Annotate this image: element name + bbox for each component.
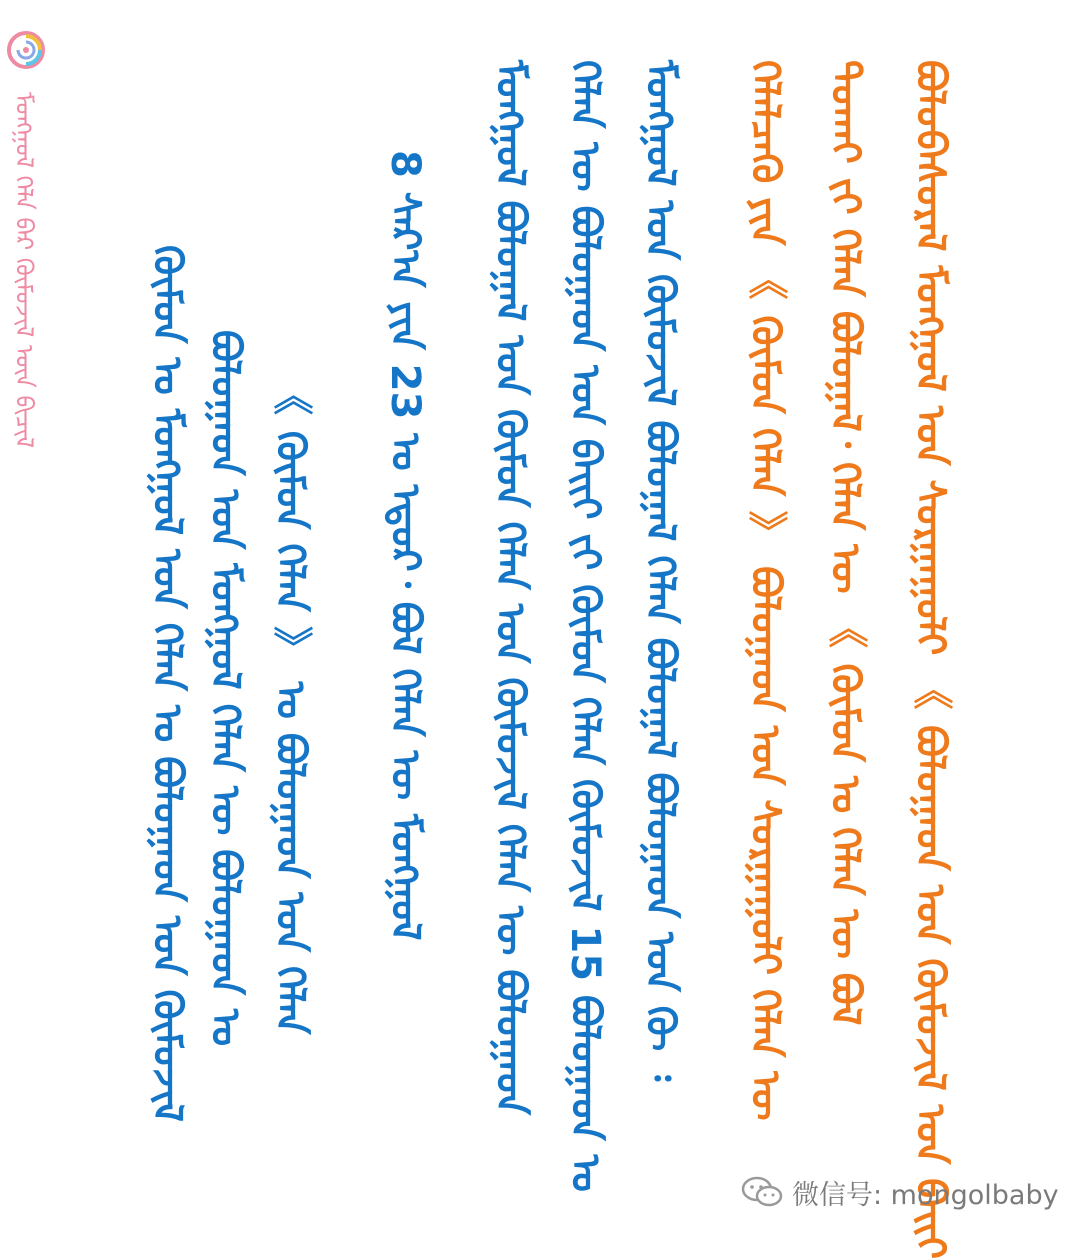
text-column-blue-2: ᠬᠡᠯᠡᠨ ᠦ ᠪᠣᠯᠣᠭᠠᠳ ᠤᠨ ᠪᠠᠢᠢ ᠵᠢ ᠬᠦᠮᠦᠨ ᠬᠡᠯᠡᠨ ᠬᠦᠮᠦᠵᠢᠯ 15 ᠪᠣᠯᠣᠭᠠᠳ ᠤ [562,60,608,1192]
text-column-blue-4: 8 ᠰᠠᠷ᠎ᠠ ᠶᠢᠨ 23 ᠤ ᠡᠳᠦᠷ᠂ ᠪᠣᠯ ᠬᠡᠯᠡᠨ ᠦ ᠮᠣᠩᠭᠣᠯ [382,150,428,941]
wechat-icon [740,1175,784,1209]
text-column-orange-2: ᠲᠤᠬᠠᠢ ᠵᠢ ᠬᠡᠯᠡᠨ ᠪᠣᠯᠣᠭᠠᠯ᠂ ᠬᠡᠯᠡᠨ ᠦ 《 ᠬᠦᠮᠦᠨ ᠤ ᠬᠡᠯᠡᠨ ᠦ ᠪᠣᠯ [822,60,868,1026]
text-column-blue-6: ᠪᠣᠯᠣᠭᠠᠳ ᠤᠨ ᠮᠣᠩᠭᠣᠯ ᠬᠡᠯᠡᠨ ᠦ ᠪᠣᠯᠣᠭᠠᠳ ᠤ [202,330,248,1047]
text-column-blue-5: 《 ᠬᠦᠮᠦᠨ ᠬᠡᠯᠡᠨ 》 ᠤ ᠪᠣᠯᠣᠭᠠᠳ ᠤᠨ ᠬᠡᠯᠡᠨ [267,375,313,1035]
text-column-blue-1: ᠮᠣᠩᠭᠣᠯ ᠤᠨ ᠬᠦᠮᠦᠵᠢᠯ ᠪᠣᠯᠣᠭᠠᠯ ᠬᠡᠯᠡᠨ ᠪᠣᠯᠣᠭᠠᠯ ᠪᠣᠯᠣᠭᠠᠳ ᠤᠨ ᠬᠦ ᠄ [637,60,683,1082]
brand-tagline: ᠮᠣᠩᠭᠣᠯ ᠬᠡᠯᠡ ᠪᠡᠷ ᠬᠦᠮᠦᠵᠢᠯ ᠦᠨ ᠪᠢᠴᠢᠯ [10,92,38,448]
text-column-blue-7: ᠬᠦᠮᠦᠨ ᠤ ᠮᠣᠩᠭᠣᠯ ᠤᠨ ᠬᠡᠯᠡᠨ ᠤ ᠪᠣᠯᠣᠭᠠᠳ ᠤᠨ ᠬᠦᠮᠦᠵᠢᠯ [144,245,190,1122]
text-column-blue-3: ᠮᠣᠩᠭᠣᠯ ᠪᠣᠯᠣᠭᠠᠯ ᠤᠨ ᠬᠦᠮᠦᠨ ᠬᠡᠯᠡᠨ ᠤᠨ ᠬᠦᠮᠦᠵᠢᠯ ᠬᠡᠯᠡᠨ ᠦ ᠪᠣᠯᠣᠭᠠᠳ [487,60,533,1116]
text-column-orange-3: ᠬᠡᠯᠡᠯᠴᠡᠬᠦ ᠶᠢᠨ 《 ᠬᠦᠮᠦᠨ ᠬᠡᠯᠡᠨ 》 ᠪᠣᠯᠣᠭᠠᠳ ᠤᠨ ᠰᠤᠷᠭᠠᠭᠤᠯᠢ ᠬᠡᠯᠡᠨ ᠦ [742,60,788,1121]
wechat-watermark [740,1170,1059,1214]
text-column-orange-1: ᠪᠣᠯᠣᠪᠠᠰᠤᠷᠠᠯ ᠮᠣᠩᠭᠣᠯ ᠤᠨ ᠰᠤᠷᠭᠠᠭᠤᠯᠢ 《 ᠪᠣᠯᠣᠭᠠᠳ ᠤᠨ ᠬᠦᠮᠦᠵᠢᠯ ᠤᠨ ᠪᠠᠢᠢ [907,60,953,1259]
swirl-logo-icon [6,30,46,70]
watermark-label: 微信号: mongolbaby [792,1179,1059,1211]
